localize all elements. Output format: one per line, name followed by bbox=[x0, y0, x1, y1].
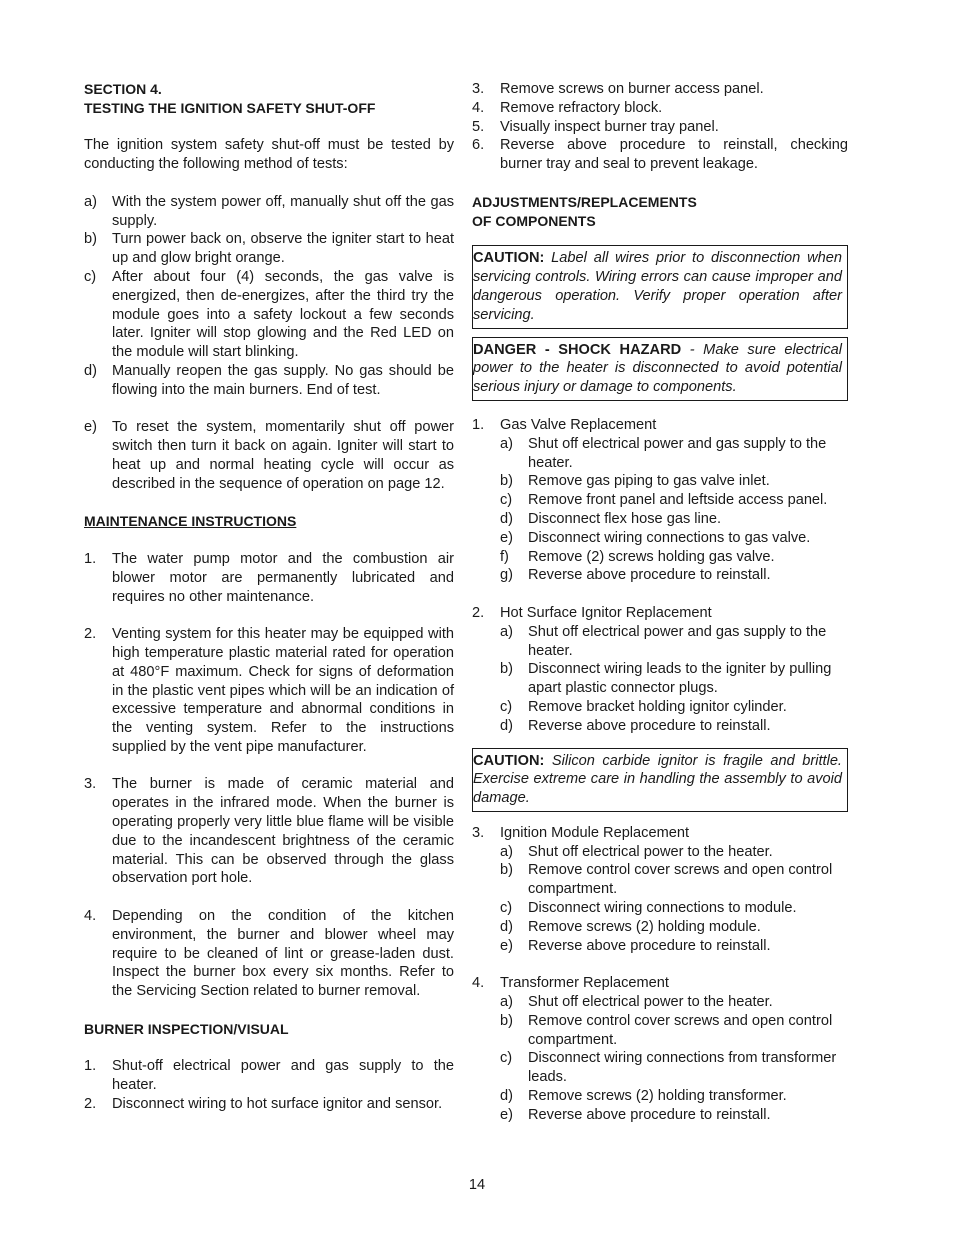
list-item: c) After about four (4) seconds, the gas valve is energized, then de-energizes, after the third try the module goes into a safety lockout a few seconds later. Igniter will stop glowing and the Red LED on the module will start blinking. bbox=[84, 268, 454, 361]
list-item: 3. Remove screws on burner access panel. bbox=[472, 81, 764, 97]
danger-label: DANGER - SHOCK HAZARD bbox=[473, 341, 682, 358]
list-item: 4. Remove refractory block. bbox=[472, 99, 663, 116]
right-column bbox=[472, 80, 848, 1125]
ignitor-heading: 2. Hot Surface Ignitor Replacement bbox=[472, 604, 712, 621]
sub-step: a) Shut off electrical power and gas supply to the heater. bbox=[500, 623, 827, 659]
caution-label: CAUTION: bbox=[473, 752, 545, 769]
list-item: b) Turn power back on, observe the igniter start to heat up and glow bright orange. bbox=[84, 231, 454, 267]
list-item: 6. Reverse above procedure to reinstall, checking burner tray and seal to prevent leakage. bbox=[472, 137, 848, 173]
maintenance-list bbox=[84, 550, 454, 1020]
sub-step: e) Reverse above procedure to reinstall. bbox=[500, 937, 771, 954]
sub-step: a) Shut off electrical power to the heater. bbox=[500, 994, 773, 1011]
gas-valve-heading: 1. Gas Valve Replacement bbox=[472, 416, 657, 433]
burner-inspection-list-continued bbox=[472, 80, 848, 174]
sub-step: b) Remove gas piping to gas valve inlet. bbox=[500, 473, 770, 490]
sub-step: c) Disconnect wiring connections from transformer leads. bbox=[500, 1050, 837, 1086]
caution-box-ignitor bbox=[472, 748, 848, 812]
list-item: e) To reset the system, momentarily shut off power switch then turn it back on again. Igniter will start to heat up and normal heating cycle will occur as described in the sequence of operation on page 12. bbox=[84, 419, 454, 492]
list-item: 1. The water pump motor and the combustion air blower motor are permanently lubricated and requires no other maintenance. bbox=[84, 550, 454, 605]
sub-step: c) Remove bracket holding ignitor cylinder. bbox=[500, 698, 787, 715]
module-heading: 3. Ignition Module Replacement bbox=[472, 824, 690, 841]
sub-step: f) Remove (2) screws holding gas valve. bbox=[500, 548, 775, 565]
transformer-steps bbox=[472, 993, 848, 1125]
list-item: a) With the system power off, manually shut off the gas supply. bbox=[84, 193, 454, 229]
sub-step: g) Reverse above procedure to reinstall. bbox=[500, 567, 771, 584]
adjustments-title-line1: ADJUSTMENTS/REPLACEMENTS bbox=[472, 193, 697, 210]
ignitor-steps bbox=[472, 623, 848, 736]
list-item: d) Manually reopen the gas supply. No gas should be flowing into the main burners. End of test. bbox=[84, 362, 454, 398]
module-steps bbox=[472, 843, 848, 956]
caution-label: CAUTION: bbox=[473, 250, 545, 267]
sub-step: b) Remove control cover screws and open control compartment. bbox=[500, 1012, 833, 1048]
adjustments-title-line2: OF COMPONENTS bbox=[472, 212, 596, 229]
test-steps bbox=[84, 193, 454, 494]
sub-step: e) Disconnect wiring connections to gas valve. bbox=[500, 529, 811, 546]
burner-inspection-list bbox=[84, 1057, 454, 1113]
page-number: 14 bbox=[468, 1177, 486, 1193]
sub-step: c) Remove front panel and leftside access panel. bbox=[500, 492, 828, 509]
gas-valve-steps bbox=[472, 435, 848, 585]
sub-step: d) Reverse above procedure to reinstall. bbox=[500, 717, 771, 734]
sub-step: c) Disconnect wiring connections to module. bbox=[500, 900, 797, 917]
left-column bbox=[84, 80, 454, 1114]
list-item: 2. Venting system for this heater may be equipped with high temperature plastic material rated for operation at 480°F maximum. Check for signs of deformation in the plastic vent pipes which will be an indication of excessive temperature and abnormal conditions in the venting system. Refer to the instructions supplied by the vent pipe manufacturer. bbox=[84, 626, 454, 755]
caution-text: Label all wires prior to disconnection when servicing controls. Wiring errors can cause improper and dangerous operation. Verify proper operation after servicing. bbox=[473, 250, 842, 323]
danger-box-shock bbox=[472, 337, 848, 401]
section-number: SECTION 4. bbox=[84, 81, 162, 97]
intro-paragraph: The ignition system safety shut-off must be tested by conducting the following method of tests: bbox=[84, 137, 454, 173]
sub-step: b) Disconnect wiring leads to the igniter by pulling apart plastic connector plugs. bbox=[500, 661, 832, 697]
caution-box-wiring bbox=[472, 245, 848, 328]
maintenance-title: MAINTENANCE INSTRUCTIONS bbox=[84, 513, 297, 530]
sub-step: e) Reverse above procedure to reinstall. bbox=[500, 1106, 771, 1123]
sub-step: a) Shut off electrical power and gas supply to the heater. bbox=[500, 435, 827, 471]
burner-inspection-title: BURNER INSPECTION/VISUAL bbox=[84, 1020, 289, 1037]
sub-step: d) Disconnect flex hose gas line. bbox=[500, 510, 722, 527]
sub-step: b) Remove control cover screws and open control compartment. bbox=[500, 862, 833, 898]
sub-step: d) Remove screws (2) holding transformer. bbox=[500, 1088, 787, 1105]
list-item: 4. Depending on the condition of the kitchen environment, the burner and blower wheel may require to be cleaned of lint or grease-laden dust. Inspect the burner box every six months. Refer to the Servicing Section related to burner removal. bbox=[84, 908, 454, 1000]
list-item: 1. Shut-off electrical power and gas supply to the heater. bbox=[84, 1058, 454, 1094]
sub-step: d) Remove screws (2) holding module. bbox=[500, 918, 761, 935]
caution-text: Silicon carbide ignitor is fragile and brittle. Exercise extreme care in handling the assembly to avoid damage. bbox=[473, 752, 842, 807]
list-item: 2. Disconnect wiring to hot surface ignitor and sensor. bbox=[84, 1096, 443, 1113]
list-item: 3. The burner is made of ceramic material and operates in the infrared mode. When the burner is operating properly very little blue flame will be visible due to the incandescent brightness of the ceramic material. This can be observed through the glass observation port hole. bbox=[84, 776, 454, 887]
sub-step: a) Shut off electrical power to the heater. bbox=[500, 843, 773, 860]
transformer-heading: 4. Transformer Replacement bbox=[472, 975, 669, 992]
section-title: TESTING THE IGNITION SAFETY SHUT-OFF bbox=[84, 99, 376, 116]
danger-text: - Make sure electrical power to the heater is disconnected to avoid potential serious injury or damage to components. bbox=[473, 341, 842, 396]
list-item: 5. Visually inspect burner tray panel. bbox=[472, 118, 719, 135]
